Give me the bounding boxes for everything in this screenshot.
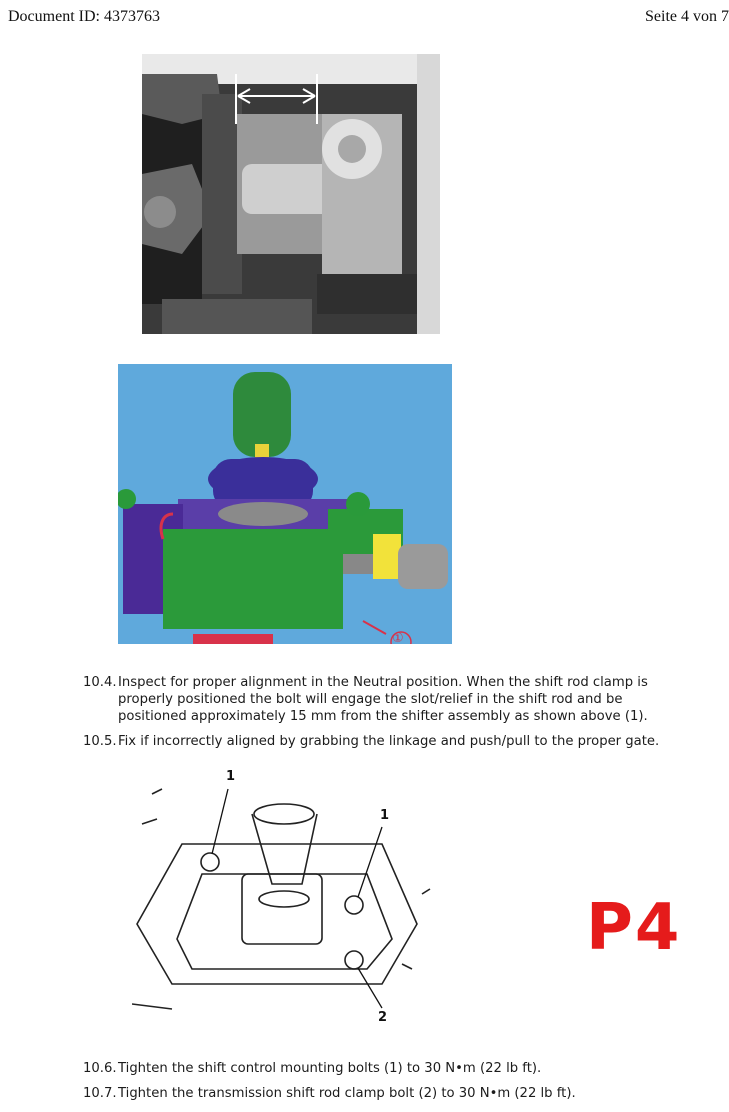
step-text-line-3: positioned approximately 15 mm from the shifter assembly as shown above (1).: [118, 709, 648, 724]
step-number: 10.4.: [83, 675, 117, 690]
step-number: 10.6.: [83, 1061, 117, 1076]
step-10-5: [83, 733, 659, 750]
shifter-assembly-render: [118, 364, 452, 644]
step-text-line-2: properly positioned the bolt will engage the slot/relief in the shift rod and be: [118, 692, 623, 707]
document-id: Document ID: 4373763: [8, 8, 160, 25]
step-text: Tighten the transmission shift rod clamp bolt (2) to 30 N•m (22 lb ft).: [118, 1086, 576, 1101]
diagram-label-1-right: 1: [380, 808, 390, 823]
callout-label-1: ①: [392, 631, 404, 644]
page-stamp: P4: [586, 891, 682, 965]
step-text-line-1: Inspect for proper alignment in the Neutral position. When the shift rod clamp is: [118, 675, 648, 690]
page-number: Seite 4 von 7: [645, 8, 729, 25]
step-10-7: [83, 1085, 576, 1102]
step-10-4: [83, 674, 648, 691]
step-number: 10.5.: [83, 734, 117, 749]
step-10-6: [83, 1060, 541, 1077]
shifter-rod-clamp-photo: [142, 54, 440, 334]
step-number: 10.7.: [83, 1086, 117, 1101]
step-text: Fix if incorrectly aligned by grabbing the linkage and push/pull to the proper gate.: [118, 734, 660, 749]
diagram-label-1-left: 1: [226, 769, 236, 784]
step-text: Tighten the shift control mounting bolts (1) to 30 N•m (22 lb ft).: [118, 1061, 542, 1076]
shift-control-mounting-diagram: [132, 764, 432, 1026]
diagram-label-2: 2: [378, 1010, 388, 1025]
